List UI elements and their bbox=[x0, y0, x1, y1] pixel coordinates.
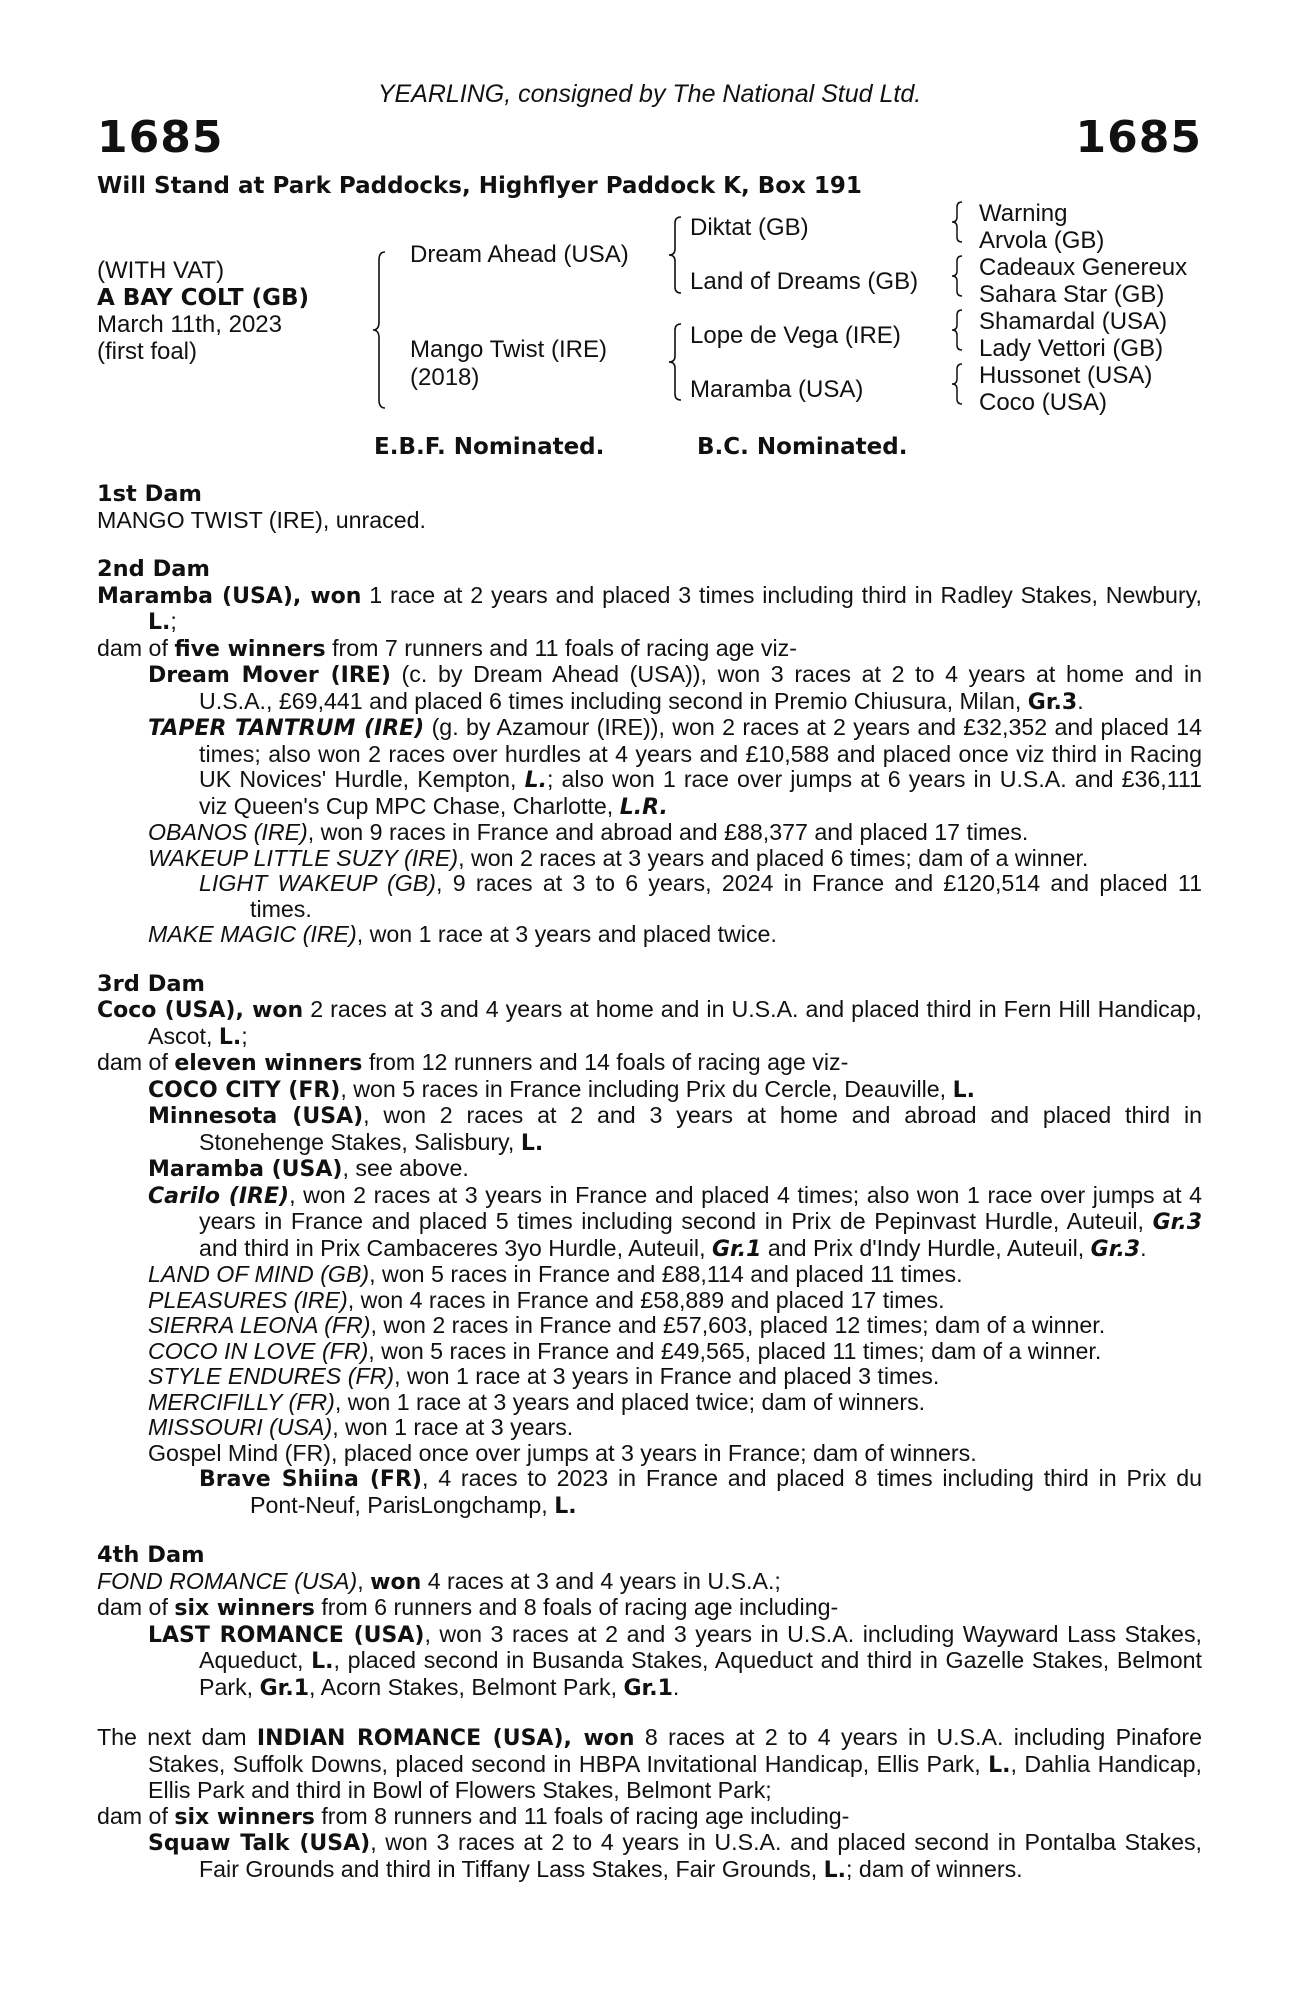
second-dam-produce-summary: dam of five winners from 7 runners and 11 foals of racing age viz- bbox=[97, 634, 797, 662]
third-dam-produce-5: LAND OF MIND (GB), won 5 races in France and £88,114 and placed 11 times. bbox=[148, 1261, 963, 1287]
third-dam-produce-12: Gospel Mind (FR), placed once over jumps at 3 years in France; dam of winners. bbox=[148, 1439, 977, 1466]
ebf-nomination: E.B.F. Nominated. bbox=[374, 434, 605, 460]
third-dam-produce-8: COCO IN LOVE (FR), won 5 races in France and £49,565, placed 11 times; dam of a winner. bbox=[148, 1337, 1102, 1364]
horse-name: A BAY COLT (GB) bbox=[97, 285, 310, 311]
next-dam-record: The next dam INDIAN ROMANCE (USA), won 8 races at 2 to 4 years in U.S.A. including Pinafore Stakes, Suffolk Downs, placed second in HBPA Invitational Handicap, Ellis Park, L., Dahlia Handicap, Ellis Park and third in Bowl of Flowers Stakes, Belmont Park; bbox=[97, 1724, 1202, 1803]
third-dam-record: Coco (USA), won 2 races at 3 and 4 years at home and in U.S.A. and placed third in Fern Hill Handicap, Ascot, L.; bbox=[97, 996, 1202, 1050]
third-dam-produce-7: SIERRA LEONA (FR), won 2 races in France and £57,603, placed 12 times; dam of a winner. bbox=[148, 1312, 1106, 1338]
g3-2: Arvola (GB) bbox=[979, 227, 1105, 254]
second-dam-produce-5: MAKE MAGIC (IRE), won 1 race at 3 years and placed twice. bbox=[148, 921, 777, 947]
fourth-dam-produce-summary: dam of six winners from 6 runners and 8 foals of racing age including- bbox=[97, 1594, 839, 1621]
pedigree-brace-g1 bbox=[950, 200, 964, 244]
pedigree-brace-g2 bbox=[950, 254, 964, 298]
pedigree-brace-g3 bbox=[950, 308, 964, 352]
third-dam-produce-summary: dam of eleven winners from 12 runners and 14 foals of racing age viz- bbox=[97, 1049, 849, 1076]
second-dam-heading: 2nd Dam bbox=[97, 556, 210, 582]
lot-number-left: 1685 bbox=[97, 112, 224, 163]
dam-name: Mango Twist (IRE) bbox=[410, 336, 607, 363]
bc-nomination: B.C. Nominated. bbox=[697, 434, 908, 460]
third-dam-produce-2: Minnesota (USA), won 2 races at 2 and 3 years at home and abroad and placed third in Stonehenge Stakes, Salisbury, L. bbox=[148, 1102, 1202, 1156]
g3-4: Sahara Star (GB) bbox=[979, 281, 1165, 308]
pedigree-brace-main bbox=[371, 250, 387, 410]
second-dam-produce-4a: LIGHT WAKEUP (GB), 9 races at 3 to 6 years, 2024 in France and £120,514 and placed 11 times. bbox=[199, 870, 1203, 922]
horse-dob: March 11th, 2023 bbox=[97, 311, 283, 338]
first-dam-text: MANGO TWIST (IRE), unraced. bbox=[97, 506, 426, 533]
stand-location: Will Stand at Park Paddocks, Highflyer Paddock K, Box 191 bbox=[97, 173, 862, 199]
third-dam-heading: 3rd Dam bbox=[97, 970, 205, 997]
third-dam-produce-6: PLEASURES (IRE), won 4 races in France and £58,889 and placed 17 times. bbox=[148, 1286, 945, 1313]
first-dam-heading: 1st Dam bbox=[97, 481, 202, 507]
vat-note: (WITH VAT) bbox=[97, 257, 225, 284]
consignment-line: YEARLING, consigned by The National Stud Ltd. bbox=[377, 80, 922, 108]
next-dam-produce-1: Squaw Talk (USA), won 3 races at 2 to 4 years in U.S.A. and placed second in Pontalba Stakes, Fair Grounds and third in Tiffany Lass Stakes, Fair Grounds, L.; dam of winners. bbox=[148, 1829, 1202, 1883]
third-dam-produce-9: STYLE ENDURES (FR), won 1 race at 3 years in France and placed 3 times. bbox=[148, 1363, 940, 1389]
g3-1: Warning bbox=[979, 200, 1068, 227]
third-dam-produce-11: MISSOURI (USA), won 1 race at 3 years. bbox=[148, 1414, 574, 1440]
second-dam-produce-1: Dream Mover (IRE) (c. by Dream Ahead (USA)), won 3 races at 2 to 4 years at home and in U.S.A., £69,441 and placed 6 times including second in Premio Chiusura, Milan, Gr.3. bbox=[148, 661, 1202, 715]
dam-sire: Lope de Vega (IRE) bbox=[690, 322, 901, 349]
catalogue-body bbox=[97, 482, 1202, 1883]
fourth-dam-produce-1: LAST ROMANCE (USA), won 3 races at 2 and 3 years in U.S.A. including Wayward Lass Stakes, Aqueduct, L., placed second in Busanda Stakes, Aqueduct and third in Gazelle Stakes, Belmont Park, Gr.1, Acorn Stakes, Belmont Park, Gr.1. bbox=[148, 1620, 1202, 1701]
g3-5: Shamardal (USA) bbox=[979, 308, 1168, 335]
pedigree-brace-sire bbox=[667, 215, 683, 295]
second-dam-record: Maramba (USA), won 1 race at 2 years and placed 3 times including third in Radley Stakes, Newbury, L.; bbox=[97, 581, 1202, 635]
third-dam-produce-4: Carilo (IRE), won 2 races at 3 years in France and placed 4 times; also won 1 race over jumps at 4 years in France and placed 5 times including second in Prix de Pepinvast Hurdle, Auteuil, Gr.3 and third in Prix Cambaceres 3yo Hurdle, Auteuil, Gr.1 and Prix d'Indy Hurdle, Auteuil, Gr.3. bbox=[148, 1181, 1202, 1262]
dam-dam: Maramba (USA) bbox=[690, 376, 864, 403]
sire-name: Dream Ahead (USA) bbox=[410, 241, 629, 268]
second-dam-produce-2: TAPER TANTRUM (IRE) (g. by Azamour (IRE)), won 2 races at 2 years and £32,352 and placed 14 times; also won 2 races over hurdles at 4 years and £10,588 and placed once viz third in Racing UK Novices' Hurdle, Kempton, L.; also won 1 race over jumps at 6 years in U.S.A. and £36,111 viz Queen's Cup MPC Chase, Charlotte, L.R. bbox=[148, 714, 1202, 820]
g3-8: Coco (USA) bbox=[979, 389, 1108, 416]
sire-sire: Diktat (GB) bbox=[690, 214, 809, 241]
second-dam-produce-4: WAKEUP LITTLE SUZY (IRE), won 2 races at 3 years and placed 6 times; dam of a winner. bbox=[148, 844, 1089, 871]
third-dam-produce-10: MERCIFILLY (FR), won 1 race at 3 years and placed twice; dam of winners. bbox=[148, 1388, 926, 1415]
g3-6: Lady Vettori (GB) bbox=[979, 335, 1164, 362]
fourth-dam-record: FOND ROMANCE (USA), won 4 races at 3 and 4 years in U.S.A.; bbox=[97, 1567, 781, 1595]
fourth-dam-heading: 4th Dam bbox=[97, 1542, 205, 1568]
horse-note: (first foal) bbox=[97, 338, 198, 365]
second-dam-produce-3: OBANOS (IRE), won 9 races in France and abroad and £88,377 and placed 17 times. bbox=[148, 819, 1029, 845]
pedigree-brace-g4 bbox=[950, 362, 964, 406]
lot-number-right: 1685 bbox=[1075, 112, 1202, 163]
next-dam-produce-summary: dam of six winners from 8 runners and 11 foals of racing age including- bbox=[97, 1802, 850, 1830]
third-dam-produce-1: COCO CITY (FR), won 5 races in France including Prix du Cercle, Deauville, L. bbox=[148, 1075, 975, 1103]
g3-7: Hussonet (USA) bbox=[979, 362, 1153, 389]
third-dam-produce-3: Maramba (USA), see above. bbox=[148, 1155, 469, 1182]
pedigree-brace-dam bbox=[667, 322, 683, 402]
dam-year: (2018) bbox=[410, 364, 480, 391]
sire-dam: Land of Dreams (GB) bbox=[690, 268, 919, 295]
third-dam-produce-12a: Brave Shiina (FR), 4 races to 2023 in France and placed 8 times including third in Prix du Pont-Neuf, ParisLongchamp, L. bbox=[199, 1465, 1203, 1519]
g3-3: Cadeaux Genereux bbox=[979, 254, 1188, 281]
